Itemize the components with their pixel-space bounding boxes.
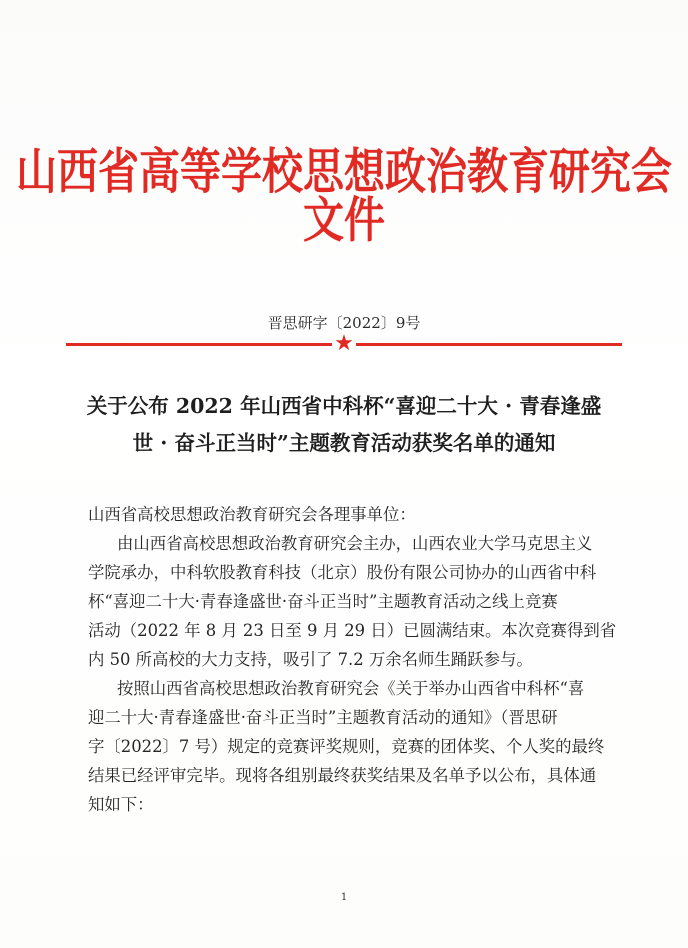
body-line: 活动（2022 年 8 月 23 日至 9 月 29 日）已圆满结束。本次竞赛得到省: [88, 621, 617, 640]
notice-title: [72, 388, 616, 462]
red-divider: [66, 331, 622, 356]
notice-title-line-1: 关于公布 2022 年山西省中科杯“喜迎二十大 · 青春逢盛: [86, 394, 602, 418]
red-divider-left-line: [66, 343, 332, 346]
red-divider-right-line: [356, 343, 622, 346]
notice-body: [88, 500, 618, 819]
body-line: 杯“喜迎二十大·青春逢盛世·奋斗正当时”主题教育活动之线上竞赛: [88, 592, 558, 611]
document-header-title: 山西省高等学校思想政治教育研究会文件: [16, 143, 672, 249]
star-icon: ★: [334, 331, 354, 356]
body-line: 内 50 所高校的大力支持，吸引了 7.2 万余名师生踊跃参与。: [88, 650, 533, 669]
body-line: 按照山西省高校思想政治教育研究会《关于举办山西省中科杯“喜: [117, 679, 585, 698]
body-line: 字〔2022〕7 号）规定的竞赛评奖规则，竞赛的团体奖、个人奖的最终: [88, 737, 605, 756]
document-number: 晋思研字〔2022〕9号: [267, 314, 421, 332]
page-number: 1: [340, 892, 348, 903]
body-line: 结果已经评审完毕。现将各组别最终获奖结果及名单予以公布，具体通: [88, 766, 597, 785]
body-line: 知如下：: [88, 795, 154, 814]
body-line: 迎二十大·青春逢盛世·奋斗正当时”主题教育活动的通知》（晋思研: [88, 708, 558, 727]
body-line: 学院承办，中科软股教育科技（北京）股份有限公司协办的山西省中科: [88, 563, 597, 582]
salutation: 山西省高校思想政治教育研究会各理事单位：: [88, 505, 416, 524]
notice-title-line-2: 世 · 奋斗正当时”主题教育活动获奖名单的通知: [132, 431, 556, 455]
body-line: 由山西省高校思想政治教育研究会主办，山西农业大学马克思主义: [117, 534, 593, 553]
